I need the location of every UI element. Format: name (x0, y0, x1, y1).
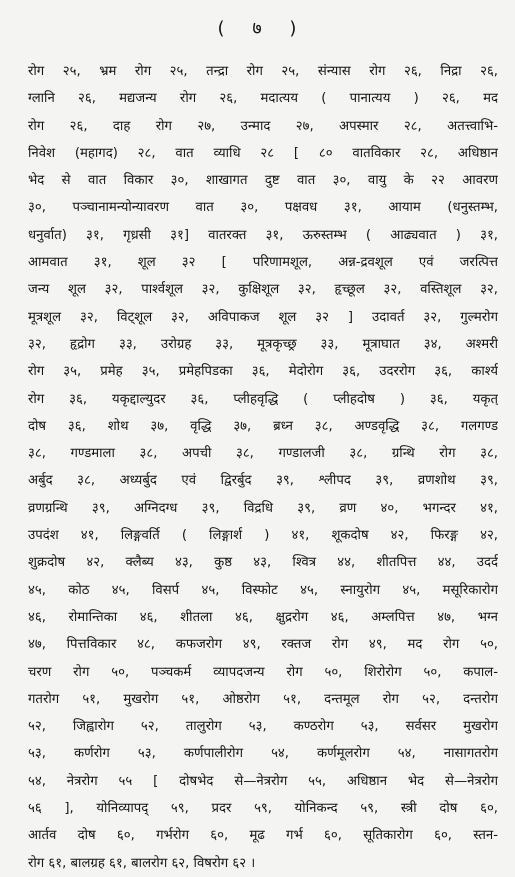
text-line: शुक्रदोष ४२, क्लैब्य ४३, कुष्ठ ४३, श्वित्र ४४, शीतपित्त ४४, उदर्द (28, 555, 498, 571)
text-line: भेद से वात विकार ३०, शाखागत दुष्ट वात ३०, वायु के २२ आवरण (28, 173, 498, 189)
page-number (0, 16, 515, 40)
text-line: ५६ ], योनिव्यापद् ५९, प्रदर ५९, योनिकन्द ५९, स्त्री दोष ६०, (28, 801, 498, 817)
text-line: आमवात ३१, शूल ३२ [ परिणामशूल, अन्न-द्रवशूल एवं जरत्पित्त (28, 255, 498, 271)
text-line: उपदंश ४१, लिङ्गवर्ति ( लिङ्गार्श ) ४१, शूकदोष ४२, फिरङ्ग ४२, (28, 528, 498, 544)
text-line: ३८, गण्डमाला ३८, अपची ३८, गण्डालजी ३८, ग्रन्थि रोग ३८, (28, 446, 498, 462)
text-line: मूत्रशूल ३२, विट्शूल ३२, अविपाकज शूल ३२ ] उदावर्त ३२, गुल्मरोग (28, 309, 498, 325)
text-line: ग्लानि २६, मद्यजन्य रोग २६, मदात्यय ( पानात्यय ) २६, मद (28, 91, 498, 107)
text-line: धनुर्वात) ३१, गृध्रसी ३१] वातरक्त ३१, ऊरुस्तम्भ ( आढ्यवात ) ३१, (28, 227, 498, 243)
page-number-open-paren: ( (217, 18, 226, 39)
text-line-last: रोग ६१, बालग्रह ६१, बालरोग ६२, विषरोग ६२ । (28, 855, 256, 871)
text-line: दोष ३६, शोथ ३७, वृद्धि ३७, ब्रध्न ३८, अण्डवृद्धि ३८, गलगण्ड (28, 418, 498, 434)
text-line: चरण रोग ५०, पञ्चकर्म व्यापदजन्य रोग ५०, शिरोरोग ५०, कपाल- (28, 664, 498, 680)
text-line: रोग ३५, प्रमेह ३५, प्रमेहपिडका ३६, मेदोरोग ३६, उदररोग ३६, कार्श्य (28, 364, 498, 380)
text-line: ५२, जिह्वारोग ५२, तालुरोग ५३, कण्ठरोग ५३, सर्वसर मुखरोग (28, 719, 498, 735)
text-line: ४६, रोमान्तिका ४६, शीतला ४६, क्षुद्ररोग ४६, अम्लपित्त ४७, भग्न (28, 609, 498, 625)
text-line: ३२, हृद्रोग ३३, उरोग्रह ३३, मूत्रकृच्छ्र ३३, मूत्राघात ३४, अश्मरी (28, 336, 498, 352)
text-line: ५३, कर्णरोग ५३, कर्णपालीरोग ५४, कर्णमूलरोग ५४, नासागतरोग (28, 746, 498, 762)
text-line: ४५, कोठ ४५, विसर्प ४५, विस्फोट ४५, स्नायुरोग ४५, मसूरिकारोग (28, 582, 498, 598)
text-line: रोग २६, दाह रोग २७, उन्माद २७, अपस्मार २८, अतत्त्वाभि- (28, 118, 498, 134)
text-line: गतरोग ५१, मुखरोग ५१, ओष्ठरोग ५१, दन्तमूल रोग ५२, दन्तरोग (28, 691, 498, 707)
text-line: ५४, नेत्ररोग ५५ [ दोषभेद से—नेत्ररोग ५५, अधिष्ठान भेद से—नेत्ररोग (28, 773, 498, 789)
text-line: रोग ३६, यकृद्दाल्युदर ३६, प्लीहवृद्धि ( प्लीहदोष ) ३६, यकृत् (28, 391, 498, 407)
text-line: जन्य शूल ३२, पार्श्वशूल ३२, कुक्षिशूल ३२, हृच्छूल ३२, वस्तिशूल ३२, (28, 282, 498, 298)
text-line: ४७, पित्तविकार ४८, कफजरोग ४९, रक्तज रोग ४९, मद रोग ५०, (28, 637, 498, 653)
text-line: रोग २५, भ्रम रोग २५, तन्द्रा रोग २५, संन्यास रोग २६, निद्रा २६, (28, 64, 498, 79)
index-text-block (28, 58, 498, 877)
page-number-close-paren: ) (289, 18, 298, 39)
text-line: व्रणग्रन्थि ३९, अग्निदग्ध ३९, विद्रधि ३९, व्रण ४०, भगन्दर ४१, (28, 500, 498, 516)
page-number-value: ७ (252, 18, 263, 39)
text-line: अर्बुद ३८, अध्यर्बुद एवं द्विरर्बुद ३९, श्लीपद ३९, व्रणशोथ ३९, (28, 473, 498, 489)
text-line: निवेश (महागद) २८, वात व्याधि २८ [ ८० वातविकार २८, अधिष्ठान (28, 145, 498, 161)
text-line: आर्तव दोष ६०, गर्भरोग ६०, मूढ गर्भ ६०, सूतिकारोग ६०, स्तन- (28, 828, 498, 844)
text-line: ३०, पञ्चानामन्योन्यावरण वात ३०, पक्षवध ३१, आयाम (धनुस्तम्भ, (28, 200, 498, 216)
